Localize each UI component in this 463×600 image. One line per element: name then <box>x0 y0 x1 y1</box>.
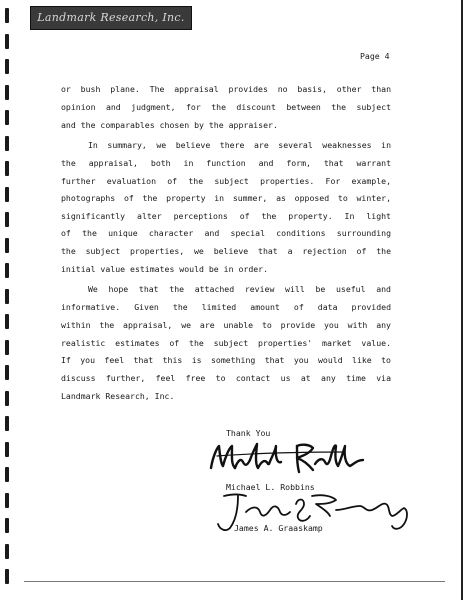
body-line: within the appraisal, we are unable to provide you with any <box>61 320 391 330</box>
binder-hole <box>5 59 9 74</box>
signature-robbins <box>205 438 370 480</box>
body-line: of the unique character and special conditions surrounding <box>61 228 391 238</box>
binder-hole <box>5 110 9 125</box>
body-line: the subject properties, we believe that a rejection of the <box>61 246 391 256</box>
binder-hole <box>5 569 9 584</box>
body-line: We hope that the attached review will be useful and <box>88 284 391 294</box>
binder-hole <box>5 187 9 202</box>
body-line: opinion and judgment, for the discount between the subject <box>61 102 391 112</box>
binder-hole <box>5 391 9 406</box>
body-line: further evaluation of the subject properties. For example, <box>61 176 391 186</box>
binder-hole <box>5 442 9 457</box>
binder-hole <box>5 365 9 380</box>
body-line: significantly alter perceptions of the property. In light <box>61 211 391 221</box>
binder-hole <box>5 136 9 151</box>
body-line: initial value estimates would be in order. <box>61 264 269 274</box>
binder-hole <box>5 340 9 355</box>
body-line: and the comparables chosen by the appraiser. <box>61 120 278 130</box>
binder-hole <box>5 263 9 278</box>
body-line: In summary, we believe there are several weaknesses in <box>88 140 391 150</box>
signatory-name: Michael L. Robbins <box>226 482 315 492</box>
binder-hole <box>5 518 9 533</box>
body-line: or bush plane. The appraisal provides no basis, other than <box>61 84 391 94</box>
body-line: photographs of the property in summer, as opposed to winter, <box>61 193 391 203</box>
page-number: Page 4 <box>360 51 390 61</box>
binder-hole <box>5 289 9 304</box>
binder-hole <box>5 238 9 253</box>
binder-hole <box>5 85 9 100</box>
letterhead-logo: Landmark Research, Inc. <box>30 6 192 30</box>
body-line: If you feel that this is something that you would like to <box>61 355 391 365</box>
bottom-rule <box>24 581 445 582</box>
closing-text: Thank You <box>226 428 271 438</box>
body-line: Landmark Research, Inc. <box>61 391 175 401</box>
body-line: informative. Given the limited amount of data provided <box>61 302 391 312</box>
binder-hole <box>5 416 9 431</box>
body-line: discuss further, feel free to contact us at any time via <box>61 373 391 383</box>
binder-hole <box>5 8 9 23</box>
body-line: realistic estimates of the subject properties' market value. <box>61 338 391 348</box>
binder-hole <box>5 544 9 559</box>
binder-hole <box>5 34 9 49</box>
binder-hole <box>5 467 9 482</box>
binder-hole <box>5 212 9 227</box>
binder-holes <box>0 0 14 600</box>
binder-hole <box>5 161 9 176</box>
binder-hole <box>5 493 9 508</box>
binder-hole <box>5 314 9 329</box>
body-line: the appraisal, both in function and form, that warrant <box>61 158 391 168</box>
signatory-name: James A. Graaskamp <box>234 523 323 533</box>
